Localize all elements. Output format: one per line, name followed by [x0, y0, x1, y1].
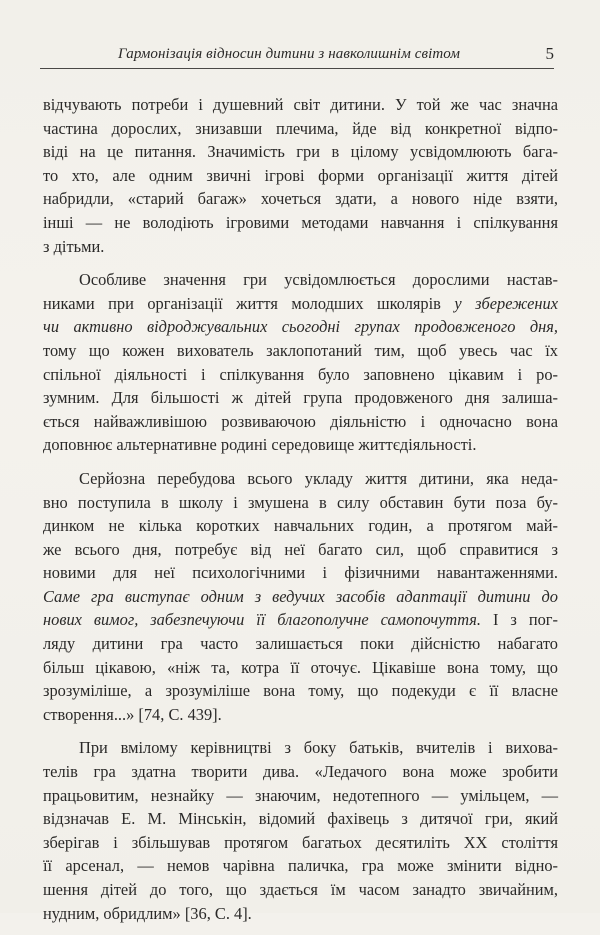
text-line: відзначав Е. М. Мінськін, відомий фахівець з дитячої гри, який [43, 809, 558, 829]
text-line: створення...» [74, С. 439]. [43, 704, 222, 724]
text-line: її арсенал, — немов чарівна паличка, гра може змінити відно- [43, 856, 558, 876]
text-line: зумним. Для більшості ж дітей група продовженого дня залиша- [43, 388, 558, 408]
text-line: працьовитим, незнайку — знаючим, недотепного — умільцем, — [43, 785, 558, 805]
text-line: нудним, обридлим» [36, С. 4]. [43, 903, 252, 923]
text-line: Серйозна перебудова всього укладу життя дитини, яка неда- [79, 468, 558, 488]
paragraph-4 [43, 736, 558, 925]
text-line: інші — не володіють ігровими методами навчання і спілкування [43, 212, 558, 232]
running-header [40, 44, 554, 69]
text-line-italic: Саме гра виступає одним з ведучих засобів адаптації дитини до [43, 586, 558, 606]
paragraph-3 [43, 467, 558, 727]
text-line: ється найважливішою розвиваючою діяльністю і одночасно вона [43, 411, 558, 431]
text-line: Особливе значення гри усвідомлюється дорослими настав- [79, 270, 558, 290]
italic-segment: у збережених [454, 293, 558, 313]
italic-segment: нових вимог, забезпечуючи її благополучне самопочуття. [43, 610, 482, 630]
text-line: При вмілому керівництві з боку батьків, вчителів і вихова- [79, 738, 558, 758]
text-line: спільної діяльності і спілкування було заповнено цікавим і ро- [43, 364, 558, 384]
text-line: шення дітей до того, що здається їм часом занадто звичайним, [43, 880, 558, 899]
text-line: ляду дитини гра часто залишається поки дійсністю набагато [43, 634, 558, 654]
running-title: Гармонізація відносин дитини з навколишнім світом [118, 46, 460, 62]
page-number: 5 [545, 44, 554, 63]
text-segment: І з пог- [492, 610, 558, 630]
paragraph-1 [43, 93, 558, 258]
text-line: набридли, «старий багаж» хочеться здати, а нового ніде взяти, [43, 189, 558, 209]
text-line: зрозуміліше, а зрозуміліше вона тому, що подекуди є її власне [43, 681, 558, 701]
text-line: тому що кожен вихователь заклопотаний тим, щоб увесь час їх [43, 340, 558, 360]
text-line: зберігав і збільшував протягом багатьох десятиліть ХХ століття [43, 832, 558, 852]
text-line: вно поступила в школу і змушена в силу обставин бути поза бу- [43, 492, 558, 512]
text-line: віді на це питання. Значимість гри в цілому усвідомлюють бага- [43, 142, 558, 162]
text-line: відчувають потреби і душевний світ дитини. У той же час значна [43, 95, 558, 114]
text-line-mixed [43, 292, 558, 316]
text-line-mixed [43, 608, 558, 632]
text-segment: никами при організації життя молодших школярів [43, 293, 441, 313]
text-line: більш цікавою, «ніж та, котра її оточує. Цікавіше вона тому, що [43, 657, 558, 677]
paragraph-2 [43, 268, 558, 457]
text-line: новими для неї психологічними і фізичними навантаженнями. [43, 563, 558, 583]
text-line: з дітьми. [43, 236, 105, 256]
text-line: же всього дня, потребує від неї багато сил, щоб справитися з [43, 539, 558, 559]
text-line: частина дорослих, знизавши плечима, йде від конкретної відпо- [43, 118, 558, 138]
body-text [43, 93, 558, 935]
text-line: динком не кілька коротких навчальних годин, а протягом май- [43, 516, 558, 536]
text-line-italic: чи активно відроджувальних сьогодні групах продовженого дня, [43, 317, 558, 337]
text-line: то хто, але одним звичні ігрові форми організації життя дітей [43, 165, 558, 185]
text-line: доповнює альтернативне родині середовище життєдіяльності. [43, 435, 477, 455]
text-line: телів гра здатна творити дива. «Ледачого вона може зробити [43, 762, 558, 782]
